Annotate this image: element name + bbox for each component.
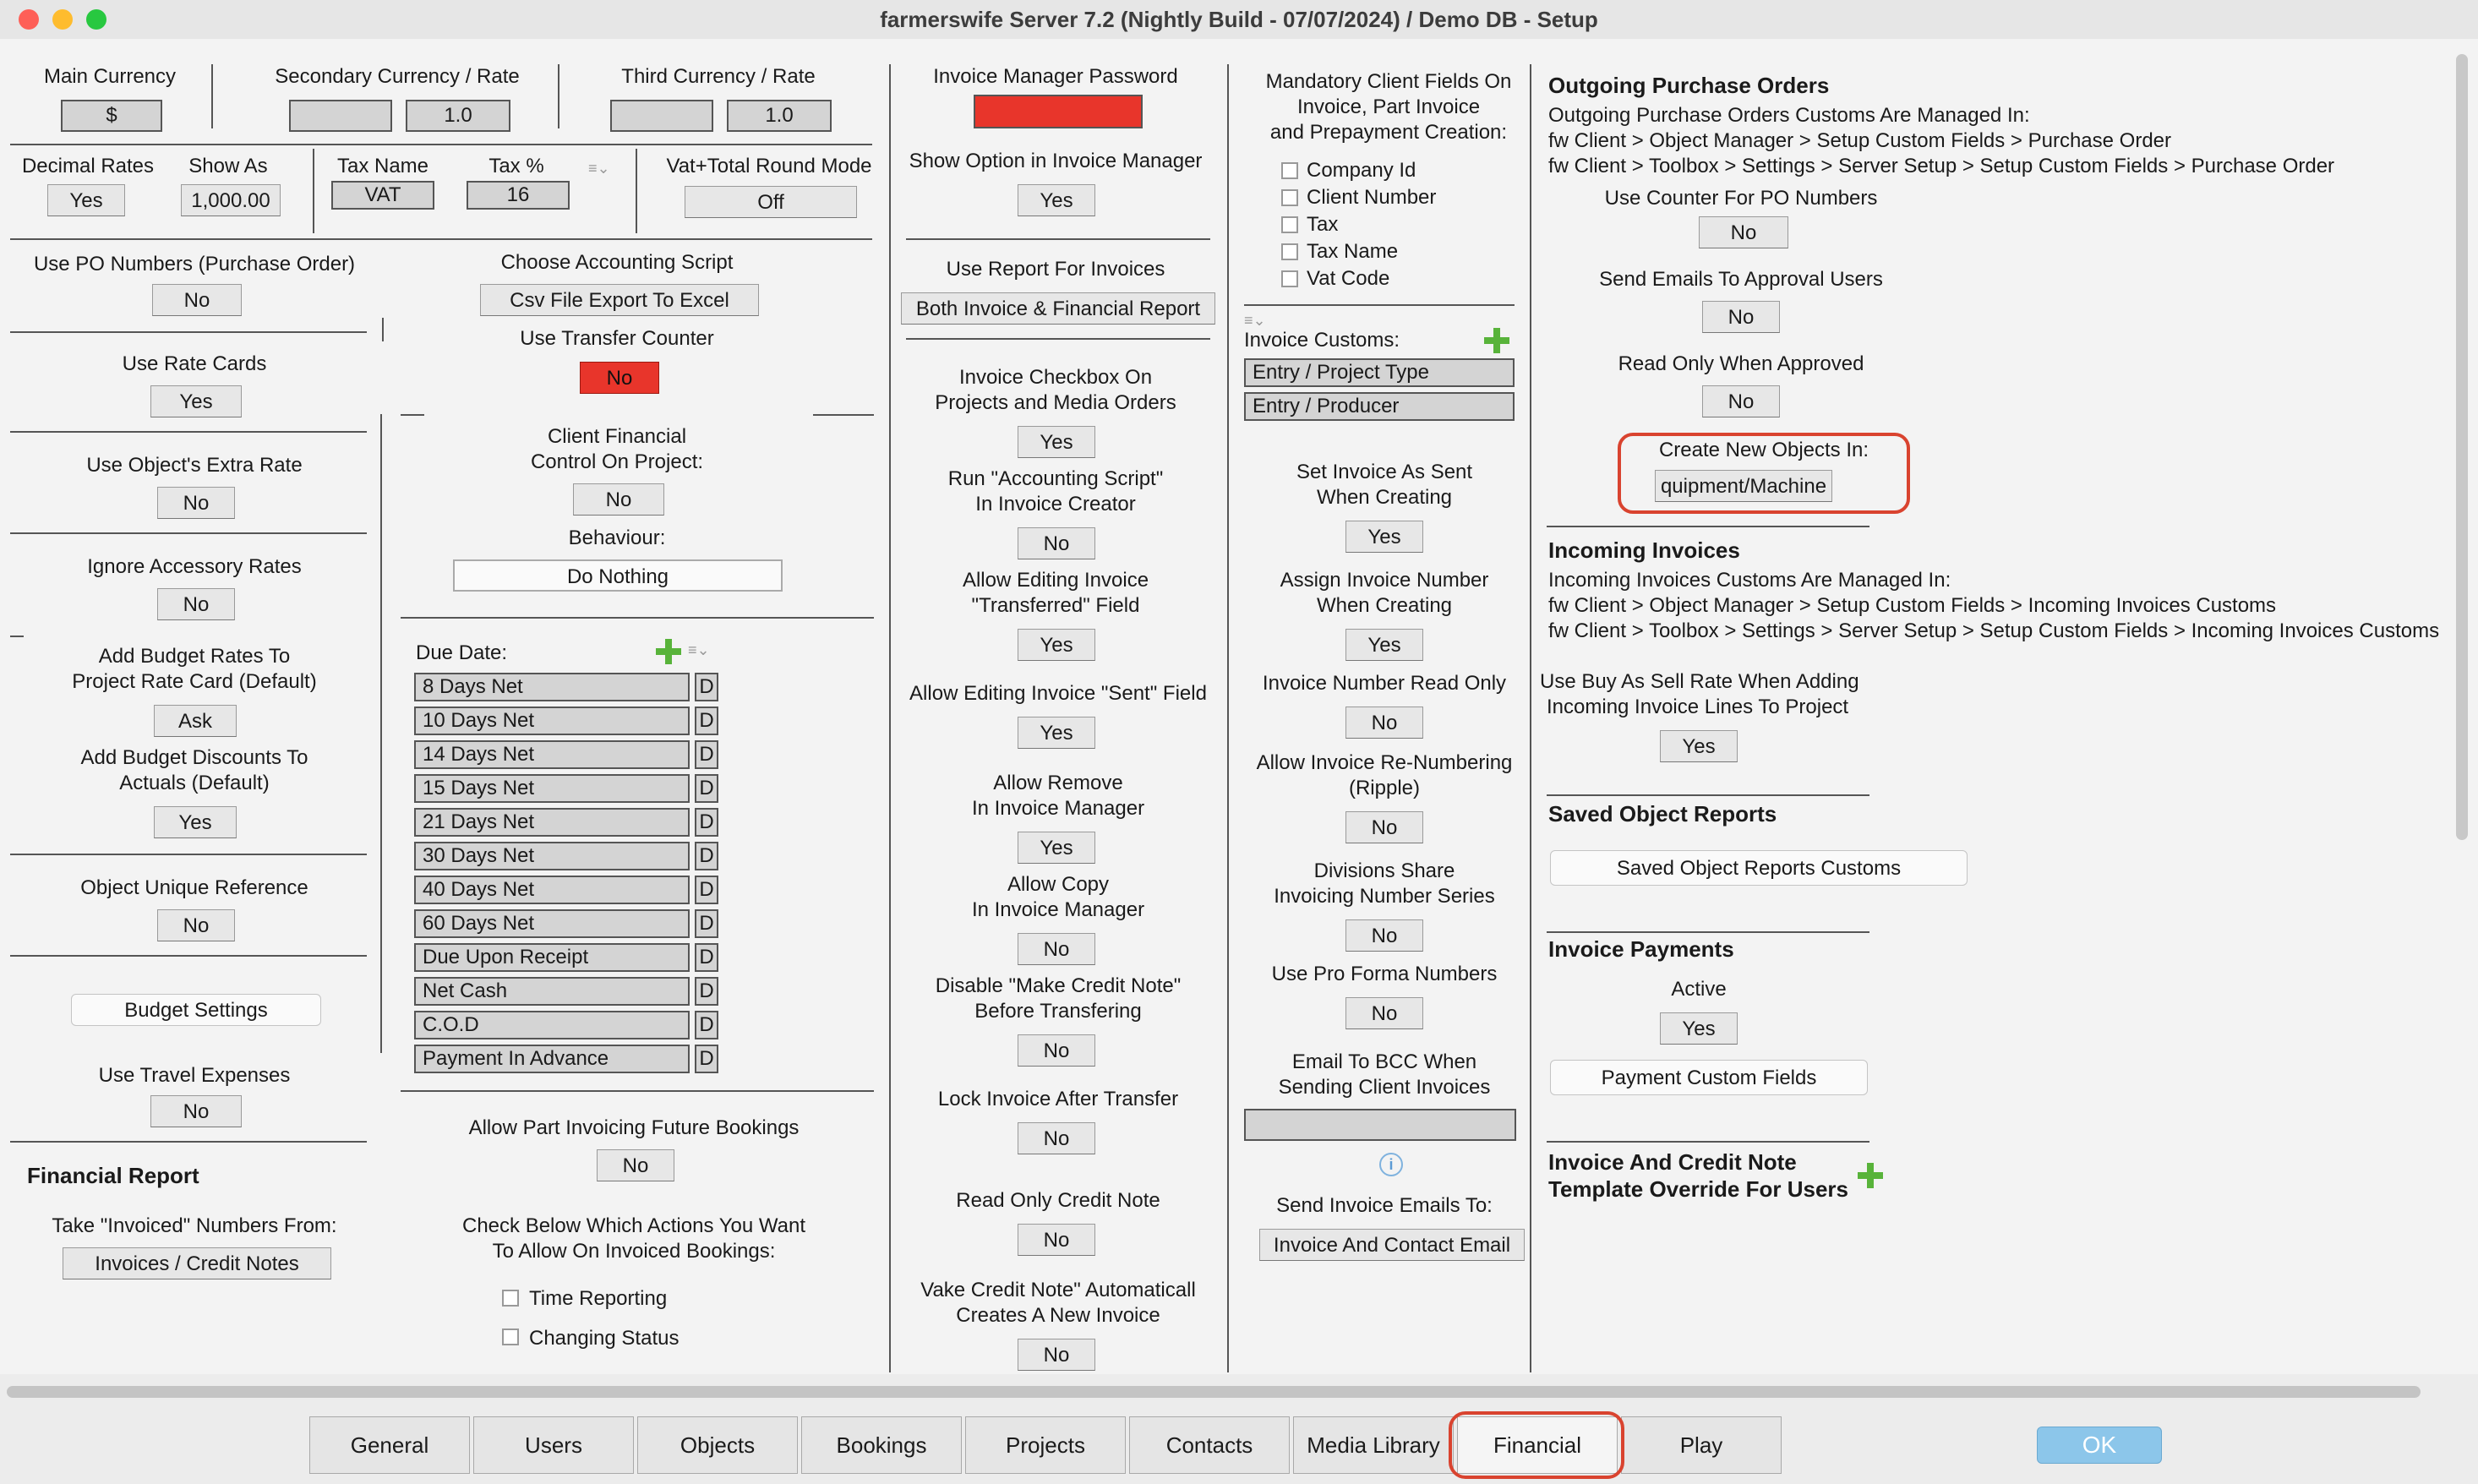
due-date-item[interactable]: 10 Days Net bbox=[414, 707, 690, 735]
run-script-button[interactable]: No bbox=[1018, 527, 1095, 559]
due-date-item[interactable]: 15 Days Net bbox=[414, 774, 690, 803]
financial-report-title: Financial Report bbox=[27, 1163, 199, 1188]
ro-credit-note-label: Read Only Credit Note bbox=[956, 1189, 1160, 1212]
tax-name-field[interactable]: VAT bbox=[331, 181, 434, 210]
delete-due-date-button[interactable]: D bbox=[695, 943, 718, 972]
mandatory-fields-label-3: and Prepayment Creation: bbox=[1269, 121, 1508, 144]
divider bbox=[1547, 931, 1869, 933]
behaviour-label: Behaviour: bbox=[568, 526, 666, 549]
accounting-script-button[interactable]: Csv File Export To Excel bbox=[480, 284, 759, 316]
tax-label: Tax bbox=[1307, 213, 1339, 236]
budget-discounts-button[interactable]: Yes bbox=[154, 806, 237, 838]
main-currency-field[interactable]: $ bbox=[61, 100, 162, 132]
client-financial-label-2: Control On Project: bbox=[530, 450, 704, 473]
incoming-invoices-line-1: Incoming Invoices Customs Are Managed In: bbox=[1548, 569, 1951, 592]
delete-due-date-button[interactable]: D bbox=[695, 673, 718, 701]
divider bbox=[10, 854, 367, 855]
third-currency-label: Third Currency / Rate bbox=[621, 65, 816, 88]
edit-sent-label: Allow Editing Invoice "Sent" Field bbox=[909, 682, 1207, 705]
make-credit-note-label-1: Vake Credit Note" Automaticall bbox=[920, 1279, 1196, 1301]
outgoing-po-line-2: fw Client > Object Manager > Setup Custom Fields > Purchase Order bbox=[1548, 129, 2172, 152]
client-financial-label-1: Client Financial bbox=[547, 425, 687, 448]
invoiced-actions-label-2: To Allow On Invoiced Bookings: bbox=[492, 1240, 776, 1263]
extra-rate-label: Use Object's Extra Rate bbox=[86, 454, 303, 477]
ok-button[interactable]: OK bbox=[2037, 1427, 2162, 1464]
budget-discounts-label-1: Add Budget Discounts To bbox=[80, 746, 308, 769]
company-id-label: Company Id bbox=[1307, 159, 1416, 182]
show-as-label: Show As bbox=[188, 155, 268, 177]
po-counter-button[interactable]: No bbox=[1699, 216, 1788, 248]
due-date-item[interactable]: 40 Days Net bbox=[414, 876, 690, 904]
allow-remove-button[interactable]: Yes bbox=[1018, 832, 1095, 864]
horizontal-scrollbar[interactable] bbox=[7, 1386, 2421, 1398]
edit-sent-button[interactable]: Yes bbox=[1018, 717, 1095, 749]
third-currency-field[interactable] bbox=[610, 100, 713, 132]
run-script-label-2: In Invoice Creator bbox=[975, 493, 1136, 516]
show-option-label: Show Option in Invoice Manager bbox=[909, 150, 1203, 172]
due-date-item[interactable]: 60 Days Net bbox=[414, 909, 690, 938]
buy-as-sell-label-1: Use Buy As Sell Rate When Adding bbox=[1540, 670, 1859, 693]
run-script-label-1: Run "Accounting Script" bbox=[947, 467, 1164, 490]
incoming-invoices-title: Incoming Invoices bbox=[1548, 537, 1740, 563]
edit-transferred-button[interactable]: Yes bbox=[1018, 629, 1095, 661]
tax-checkbox[interactable] bbox=[1281, 216, 1298, 233]
show-as-button[interactable]: 1,000.00 bbox=[181, 184, 281, 216]
window-title: farmerswife Server 7.2 (Nightly Build - 07/07/2024) / Demo DB - Setup bbox=[880, 7, 1598, 32]
payments-active-label: Active bbox=[1671, 978, 1727, 1001]
set-sent-label-2: When Creating bbox=[1316, 486, 1453, 509]
client-number-checkbox[interactable] bbox=[1281, 189, 1298, 206]
changing-status-checkbox[interactable] bbox=[502, 1329, 519, 1345]
divider bbox=[1547, 526, 1869, 527]
vat-code-label: Vat Code bbox=[1307, 267, 1390, 290]
po-numbers-label: Use PO Numbers (Purchase Order) bbox=[33, 253, 356, 276]
part-invoicing-label: Allow Part Invoicing Future Bookings bbox=[468, 1116, 800, 1139]
tab-media-library[interactable]: Media Library bbox=[1293, 1416, 1454, 1474]
disable-credit-note-label-1: Disable "Make Credit Note" bbox=[935, 974, 1182, 997]
invoiced-from-label: Take "Invoiced" Numbers From: bbox=[52, 1214, 337, 1237]
secondary-currency-label: Secondary Currency / Rate bbox=[275, 65, 520, 88]
allow-remove-label-1: Allow Remove bbox=[993, 772, 1123, 794]
client-financial-button[interactable]: No bbox=[573, 483, 664, 516]
info-icon[interactable]: i bbox=[1379, 1153, 1403, 1176]
pro-forma-label: Use Pro Forma Numbers bbox=[1271, 963, 1498, 985]
bcc-email-field[interactable] bbox=[1244, 1109, 1516, 1141]
delete-due-date-button[interactable]: D bbox=[695, 842, 718, 870]
tab-contacts[interactable]: Contacts bbox=[1129, 1416, 1290, 1474]
delete-due-date-button[interactable]: D bbox=[695, 740, 718, 769]
divider bbox=[636, 149, 637, 233]
decimal-rates-button[interactable]: Yes bbox=[47, 184, 125, 216]
due-date-item[interactable]: Net Cash bbox=[414, 977, 690, 1006]
delete-due-date-button[interactable]: D bbox=[695, 1045, 718, 1073]
bcc-label-1: Email To BCC When bbox=[1291, 1050, 1477, 1073]
lock-invoice-button[interactable]: No bbox=[1018, 1122, 1095, 1154]
report-button[interactable]: Both Invoice & Financial Report bbox=[901, 292, 1215, 325]
budget-discounts-label-2: Actuals (Default) bbox=[119, 772, 270, 794]
tab-users[interactable]: Users bbox=[473, 1416, 634, 1474]
divisions-label-2: Invoicing Number Series bbox=[1274, 885, 1495, 908]
divider bbox=[401, 617, 874, 619]
invoice-payments-title: Invoice Payments bbox=[1548, 936, 1734, 962]
divider bbox=[380, 414, 382, 1053]
divider bbox=[401, 1090, 874, 1092]
outgoing-po-line-1: Outgoing Purchase Orders Customs Are Managed In: bbox=[1548, 104, 2030, 127]
payments-active-button[interactable]: Yes bbox=[1660, 1012, 1738, 1045]
tab-projects[interactable]: Projects bbox=[965, 1416, 1126, 1474]
ignore-accessory-button[interactable]: No bbox=[157, 588, 235, 620]
divider bbox=[211, 64, 213, 128]
budget-rates-button[interactable]: Ask bbox=[154, 705, 237, 737]
client-number-label: Client Number bbox=[1307, 186, 1437, 209]
saved-reports-button[interactable]: Saved Object Reports Customs bbox=[1550, 850, 1968, 886]
ro-approved-label: Read Only When Approved bbox=[1618, 352, 1864, 375]
make-credit-note-label-2: Creates A New Invoice bbox=[956, 1304, 1160, 1327]
incoming-invoices-line-2: fw Client > Object Manager > Setup Custom Fields > Incoming Invoices Customs bbox=[1548, 594, 2277, 617]
company-id-checkbox[interactable] bbox=[1281, 162, 1298, 179]
due-date-item[interactable]: Payment In Advance bbox=[414, 1045, 690, 1073]
number-ro-button[interactable]: No bbox=[1345, 707, 1423, 739]
outgoing-po-title: Outgoing Purchase Orders bbox=[1548, 73, 1830, 98]
divider bbox=[10, 431, 367, 433]
invoice-pw-field[interactable] bbox=[974, 95, 1143, 128]
transfer-counter-label: Use Transfer Counter bbox=[520, 327, 714, 350]
divider bbox=[313, 149, 314, 233]
divider bbox=[401, 414, 424, 416]
lock-invoice-label: Lock Invoice After Transfer bbox=[937, 1088, 1179, 1110]
extra-rate-button[interactable]: No bbox=[157, 487, 235, 519]
template-override-title-2: Template Override For Users bbox=[1548, 1176, 1848, 1202]
unique-ref-button[interactable]: No bbox=[157, 909, 235, 941]
invoice-pw-label: Invoice Manager Password bbox=[933, 65, 1178, 88]
buy-as-sell-label-2: Incoming Invoice Lines To Project bbox=[1547, 696, 1849, 718]
changing-status-label: Changing Status bbox=[529, 1327, 680, 1350]
incoming-invoices-line-3: fw Client > Toolbox > Settings > Server Setup > Setup Custom Fields > Incoming Invoices Customs bbox=[1548, 619, 2440, 642]
divider bbox=[558, 64, 559, 128]
allow-copy-button[interactable]: No bbox=[1018, 933, 1095, 965]
renumbering-label-2: (Ripple) bbox=[1348, 777, 1421, 799]
delete-due-date-button[interactable]: D bbox=[695, 1011, 718, 1039]
report-label: Use Report For Invoices bbox=[946, 258, 1165, 281]
tax-name-label: Tax Name bbox=[336, 155, 429, 177]
divisions-label-1: Divisions Share bbox=[1313, 859, 1455, 882]
divider bbox=[382, 318, 384, 341]
divider bbox=[10, 955, 367, 957]
create-objects-button[interactable]: quipment/Machine bbox=[1655, 470, 1832, 502]
set-sent-label-1: Set Invoice As Sent bbox=[1296, 461, 1473, 483]
divider bbox=[10, 238, 872, 240]
delete-due-date-button[interactable]: D bbox=[695, 909, 718, 938]
invoice-checkbox-label-1: Invoice Checkbox On bbox=[958, 366, 1153, 389]
decimal-rates-label: Decimal Rates bbox=[21, 155, 155, 177]
edit-transferred-label-2: "Transferred" Field bbox=[971, 594, 1140, 617]
divider bbox=[889, 64, 891, 1372]
outgoing-po-line-3: fw Client > Toolbox > Settings > Server Setup > Setup Custom Fields > Purchase Order bbox=[1548, 155, 2335, 177]
secondary-rate-field[interactable]: 1.0 bbox=[406, 100, 510, 132]
send-emails-button[interactable]: Invoice And Contact Email bbox=[1259, 1229, 1525, 1261]
divider bbox=[10, 144, 872, 145]
divider bbox=[10, 636, 24, 637]
renumbering-button[interactable]: No bbox=[1345, 811, 1423, 843]
invoice-customs-label: Invoice Customs: bbox=[1244, 329, 1400, 352]
allow-remove-label-2: In Invoice Manager bbox=[971, 797, 1145, 820]
delete-due-date-button[interactable]: D bbox=[695, 808, 718, 837]
tab-objects[interactable]: Objects bbox=[637, 1416, 798, 1474]
invoice-checkbox-label-2: Projects and Media Orders bbox=[935, 391, 1176, 414]
behaviour-dropdown[interactable]: Do Nothing bbox=[453, 559, 783, 592]
buy-as-sell-button[interactable]: Yes bbox=[1660, 730, 1738, 762]
number-ro-label: Invoice Number Read Only bbox=[1262, 672, 1507, 695]
main-currency-label: Main Currency bbox=[43, 65, 177, 88]
tax-name-check-label: Tax Name bbox=[1307, 240, 1399, 263]
due-date-item[interactable]: 30 Days Net bbox=[414, 842, 690, 870]
vat-code-checkbox[interactable] bbox=[1281, 270, 1298, 287]
tab-financial[interactable]: Financial bbox=[1457, 1416, 1618, 1474]
due-date-item[interactable]: Due Upon Receipt bbox=[414, 943, 690, 972]
tax-name-checkbox[interactable] bbox=[1281, 243, 1298, 260]
invoice-custom-item[interactable]: Entry / Producer bbox=[1244, 392, 1515, 421]
travel-expenses-label: Use Travel Expenses bbox=[98, 1064, 291, 1087]
divider bbox=[1227, 64, 1229, 1372]
tax-pct-label: Tax % bbox=[489, 155, 544, 177]
approval-emails-button[interactable]: No bbox=[1702, 301, 1780, 333]
make-credit-note-button[interactable]: No bbox=[1018, 1339, 1095, 1371]
tab-play[interactable]: Play bbox=[1621, 1416, 1782, 1474]
disable-credit-note-label-2: Before Transfering bbox=[974, 1000, 1142, 1023]
assign-number-label-1: Assign Invoice Number bbox=[1280, 569, 1489, 592]
due-date-item[interactable]: 14 Days Net bbox=[414, 740, 690, 769]
vat-round-label: Vat+Total Round Mode bbox=[666, 155, 872, 177]
highlight-financial-tab bbox=[1449, 1411, 1624, 1479]
list-options-icon[interactable]: ≡⌄ bbox=[688, 641, 710, 658]
rate-cards-button[interactable]: Yes bbox=[150, 385, 242, 417]
budget-rates-label-2: Project Rate Card (Default) bbox=[72, 670, 317, 693]
invoiced-actions-label-1: Check Below Which Actions You Want bbox=[462, 1214, 805, 1237]
vertical-scrollbar[interactable] bbox=[2456, 54, 2468, 840]
delete-due-date-button[interactable]: D bbox=[695, 707, 718, 735]
ignore-accessory-label: Ignore Accessory Rates bbox=[87, 555, 302, 578]
divider bbox=[906, 338, 1210, 340]
divider bbox=[10, 331, 367, 333]
time-reporting-checkbox[interactable] bbox=[502, 1290, 519, 1307]
due-date-item[interactable]: 21 Days Net bbox=[414, 808, 690, 837]
divider bbox=[813, 414, 874, 416]
set-sent-button[interactable]: Yes bbox=[1345, 521, 1423, 553]
travel-expenses-button[interactable]: No bbox=[150, 1095, 242, 1127]
allow-copy-label-2: In Invoice Manager bbox=[971, 898, 1145, 921]
renumbering-label-1: Allow Invoice Re-Numbering bbox=[1256, 751, 1513, 774]
edit-transferred-label-1: Allow Editing Invoice bbox=[962, 569, 1149, 592]
add-due-date-icon[interactable] bbox=[656, 639, 681, 664]
time-reporting-label: Time Reporting bbox=[529, 1287, 668, 1310]
invoice-custom-item[interactable]: Entry / Project Type bbox=[1244, 358, 1515, 387]
approval-emails-label: Send Emails To Approval Users bbox=[1599, 268, 1883, 291]
invoiced-from-button[interactable]: Invoices / Credit Notes bbox=[63, 1247, 331, 1279]
divider bbox=[906, 238, 1210, 240]
accounting-script-label: Choose Accounting Script bbox=[500, 251, 734, 274]
budget-rates-label-1: Add Budget Rates To bbox=[98, 645, 291, 668]
divider bbox=[1530, 64, 1531, 1372]
list-options-icon[interactable]: ≡⌄ bbox=[1244, 312, 1266, 329]
pro-forma-button[interactable]: No bbox=[1345, 997, 1423, 1029]
divider bbox=[10, 1141, 367, 1143]
send-emails-label: Send Invoice Emails To: bbox=[1276, 1194, 1493, 1217]
divider bbox=[1547, 1141, 1869, 1143]
transfer-counter-button[interactable]: No bbox=[580, 362, 659, 394]
template-override-title-1: Invoice And Credit Note bbox=[1548, 1149, 1797, 1175]
due-date-label: Due Date: bbox=[416, 641, 508, 664]
budget-settings-button[interactable]: Budget Settings bbox=[71, 994, 321, 1026]
due-date-item[interactable]: 8 Days Net bbox=[414, 673, 690, 701]
saved-reports-title: Saved Object Reports bbox=[1548, 801, 1777, 827]
assign-number-label-2: When Creating bbox=[1316, 594, 1453, 617]
delete-due-date-button[interactable]: D bbox=[695, 977, 718, 1006]
list-options-icon[interactable]: ≡⌄ bbox=[588, 160, 610, 177]
po-counter-label: Use Counter For PO Numbers bbox=[1604, 187, 1878, 210]
disable-credit-note-button[interactable]: No bbox=[1018, 1034, 1095, 1067]
assign-number-button[interactable]: Yes bbox=[1345, 629, 1423, 661]
show-option-button[interactable]: Yes bbox=[1018, 184, 1095, 216]
secondary-currency-field[interactable] bbox=[289, 100, 392, 132]
vat-round-button[interactable]: Off bbox=[685, 186, 857, 218]
tax-pct-field[interactable]: 16 bbox=[467, 181, 570, 210]
third-rate-field[interactable]: 1.0 bbox=[727, 100, 832, 132]
po-numbers-button[interactable]: No bbox=[152, 284, 242, 316]
bcc-label-2: Sending Client Invoices bbox=[1278, 1076, 1491, 1099]
divider bbox=[1547, 794, 1869, 796]
add-invoice-custom-icon[interactable] bbox=[1484, 328, 1509, 353]
add-template-override-icon[interactable] bbox=[1858, 1163, 1883, 1188]
divider bbox=[10, 532, 367, 534]
delete-due-date-button[interactable]: D bbox=[695, 774, 718, 803]
mandatory-fields-label-1: Mandatory Client Fields On bbox=[1265, 70, 1512, 93]
divider bbox=[1244, 304, 1515, 306]
create-objects-label: Create New Objects In: bbox=[1658, 439, 1869, 461]
part-invoicing-button[interactable]: No bbox=[597, 1149, 674, 1181]
allow-copy-label-1: Allow Copy bbox=[1007, 873, 1110, 896]
rate-cards-label: Use Rate Cards bbox=[122, 352, 267, 375]
divisions-button[interactable]: No bbox=[1345, 919, 1423, 952]
payment-custom-fields-button[interactable]: Payment Custom Fields bbox=[1550, 1060, 1868, 1095]
mandatory-fields-label-2: Invoice, Part Invoice bbox=[1296, 95, 1481, 118]
due-date-item[interactable]: C.O.D bbox=[414, 1011, 690, 1039]
delete-due-date-button[interactable]: D bbox=[695, 876, 718, 904]
tab-bookings[interactable]: Bookings bbox=[801, 1416, 962, 1474]
ro-credit-note-button[interactable]: No bbox=[1018, 1224, 1095, 1256]
unique-ref-label: Object Unique Reference bbox=[80, 876, 308, 899]
invoice-checkbox-button[interactable]: Yes bbox=[1018, 426, 1095, 458]
ro-approved-button[interactable]: No bbox=[1702, 385, 1780, 417]
tab-general[interactable]: General bbox=[309, 1416, 470, 1474]
